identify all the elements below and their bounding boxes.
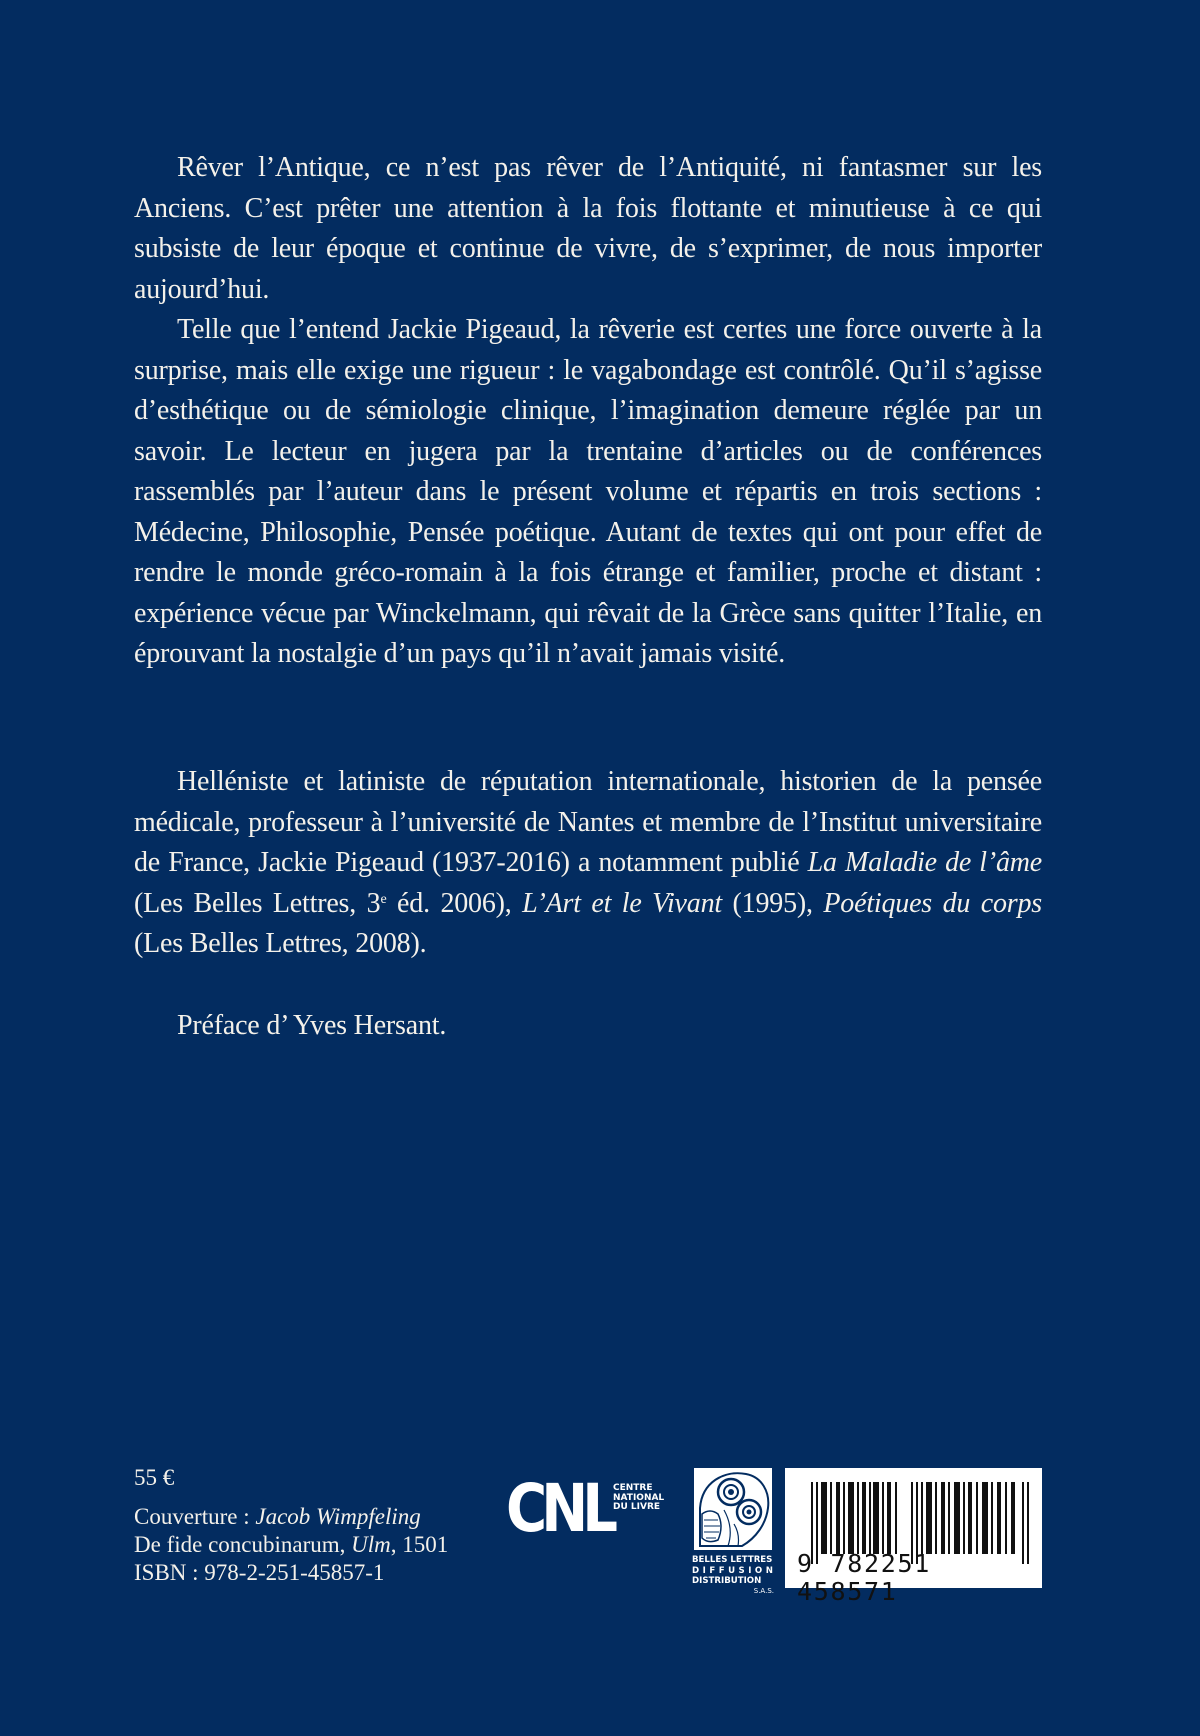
- bl-line: DIFFUSION: [692, 1565, 777, 1576]
- bl-line: BELLES LETTRES: [692, 1555, 773, 1565]
- cover-artist: Jacob Wimpfeling: [255, 1504, 421, 1529]
- owl-icon: [694, 1468, 772, 1550]
- bio-text: éd. 2006),: [386, 887, 523, 919]
- bio-text: (1995),: [721, 887, 824, 919]
- bl-line: S.A.S.: [753, 1586, 774, 1595]
- cover-place: Ulm: [351, 1532, 391, 1557]
- bio-text: (Les Belles Lettres, 2008).: [134, 928, 427, 959]
- bio-text: (Les Belles Lettres, 3: [134, 887, 381, 919]
- colophon: [134, 1464, 448, 1587]
- cover-credit: [134, 1503, 448, 1531]
- author-bio: [134, 762, 1042, 965]
- preface-text: Préface d’ Yves Hersant.: [177, 1010, 447, 1041]
- barcode: [785, 1468, 1042, 1606]
- isbn: ISBN : 978-2-251-45857-1: [134, 1560, 385, 1585]
- bl-line: DISTRIBUTION: [692, 1576, 762, 1586]
- cnl-logo-letters: CNL: [506, 1470, 613, 1547]
- blurb-paragraph-1: Rêver l’Antique, ce n’est pas rêver de l’Antiquité, ni fantasmer sur les Anciens. C’est prêter une attention à la fois flottante et minutieuse à ce qui subsiste de leur époque et continue de vivre, de s’exprimer, de nous importer aujourd’hui.: [134, 152, 1042, 305]
- bio-text: Helléniste et latiniste de réputation internationale, historien de la pensée médicale, professeur à l’université de Nantes et membre de l’Institut universitaire de France, Jackie Pigeaud (1937-2016) a notamment publié: [134, 766, 1042, 878]
- cover-work-title: De fide concubinarum,: [134, 1532, 352, 1557]
- cnl-logo: [506, 1470, 665, 1556]
- edition-superscript: e: [380, 891, 387, 907]
- preface-note: [134, 1006, 1042, 1047]
- cnl-line: CENTRE: [613, 1483, 653, 1493]
- book-title-art-vivant: L’Art et le Vivant: [522, 887, 722, 919]
- cnl-logo-text: [613, 1484, 664, 1513]
- blurb-paragraph-2: Telle que l’entend Jackie Pigeaud, la rêverie est certes une force ouverte à la surprise, mais elle exige une rigueur : le vagabondage est contrôlé. Qu’il s’agisse d’esthétique ou de sémiologie clinique, l’imagination demeure réglée par un savoir. Le lecteur en jugera par la trentaine d’articles ou de conférences rassemblés par l’auteur dans le présent volume et répartis en trois sections : Médecine, Philosophie, Pensée poétique. Autant de textes qui ont pour effet de rendre le monde gréco-romain à la fois étrange et familier, proche et distant : expérience vécue par Winckelmann, qui rêvait de la Grèce sans quitter l’Italie, en éprouvant la nostalgie d’un pays qu’il n’avait jamais visité.: [134, 314, 1042, 669]
- cnl-line: NATIONAL: [613, 1492, 665, 1503]
- cover-year: , 1501: [390, 1532, 449, 1557]
- barcode-number: 9 782251 458571: [797, 1549, 932, 1606]
- cnl-line: DU LIVRE: [613, 1502, 661, 1512]
- book-title-poetiques: Poétiques du corps: [823, 887, 1042, 919]
- author-bio-paragraph: [134, 762, 1042, 965]
- belles-lettres-logo-text: [692, 1555, 777, 1595]
- book-title-maladie: La Maladie de l’âme: [807, 847, 1043, 878]
- price: 55 €: [134, 1465, 175, 1490]
- cover-work: [134, 1531, 448, 1559]
- blurb: [134, 148, 1042, 675]
- cover-label: Couverture :: [134, 1504, 256, 1529]
